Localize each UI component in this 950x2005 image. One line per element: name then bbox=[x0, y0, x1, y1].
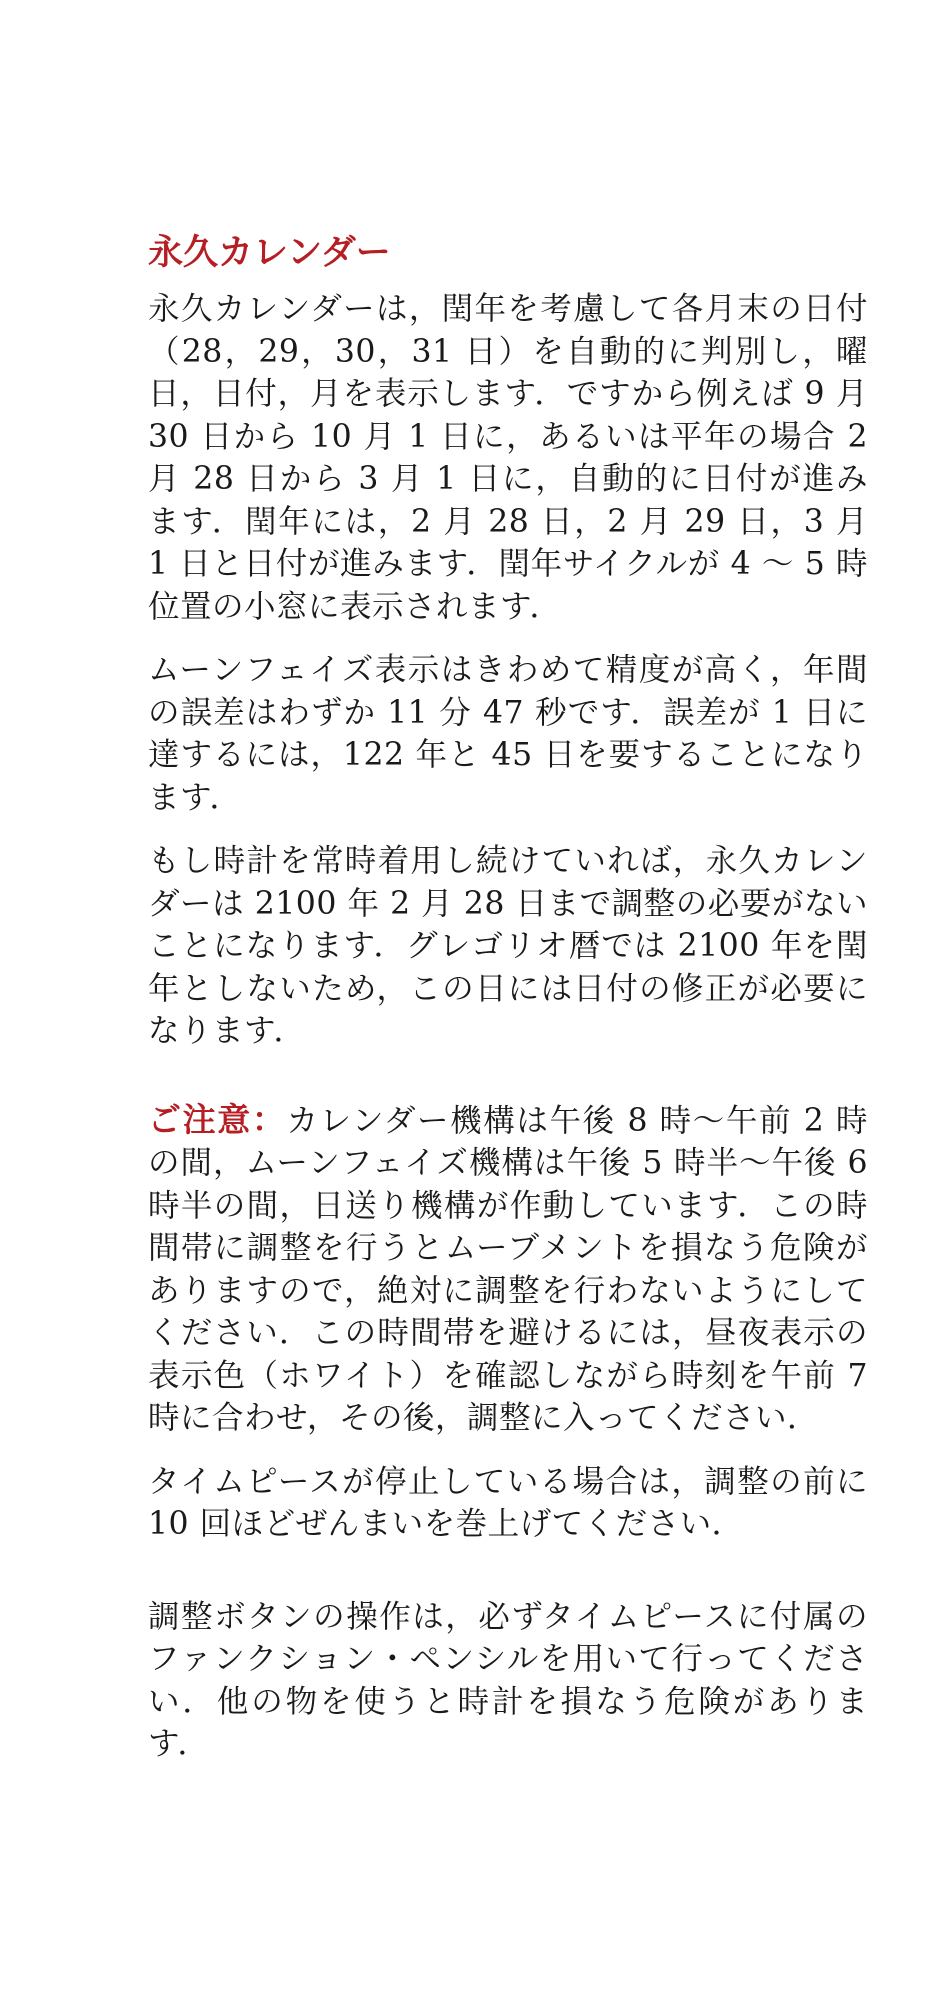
spacer bbox=[148, 1440, 868, 1461]
document-page bbox=[148, 232, 868, 1766]
section-title: 永久カレンダー bbox=[148, 233, 391, 273]
paragraph-caution bbox=[148, 1099, 868, 1440]
paragraph-function-pencil: 調整ボタンの操作は，必ずタイムピースに付属のファンクション・ペンシルを用いて行ってください．他の物を使うと時計を損なう危険があります． bbox=[148, 1598, 868, 1762]
caution-text: カレンダー機構は午後 8 時〜午前 2 時の間，ムーンフェイズ機構は午後 5 時半〜午後 6 時半の間，日送り機構が作動しています．この時間帯に調整を行うとムーブメントを損なう危険がありますので，絶対に調整を行わないようにしてください．この時間帯を避けるには，昼夜表示の表示色（ホワイト）を確認しながら時刻を午前 7 時に合わせ，その後，調整に入ってください． bbox=[148, 1102, 868, 1436]
paragraph-gregorian: もし時計を常時着用し続けていれば，永久カレンダーは 2100 年 2 月 28 日まで調整の必要がないことになります．グレゴリオ暦では 2100 年を閏年としないため，この日には日付の修正が必要になります． bbox=[148, 843, 868, 1049]
paragraph-winding: タイムピースが停止している場合は，調整の前に 10 回ほどぜんまいを巻上げてください． bbox=[148, 1463, 868, 1542]
spacer bbox=[148, 819, 868, 840]
spacer bbox=[148, 628, 868, 649]
paragraph-calendar: 永久カレンダーは，閏年を考慮して各月末の日付（28，29，30，31 日）を自動的に判別し，曜日，日付，月を表示します．ですから例えば 9 月 30 日から 10 月 1 日に，あるいは平年の場合 2 月 28 日から 3 月 1 日に，自動的に日付が進みます．閏年には，2 月 28 日，2 月 29 日，3 月 1 日と日付が進みます．閏年サイクルが 4 〜 5 時位置の小窓に表示されます． bbox=[148, 291, 868, 625]
spacer bbox=[148, 1546, 868, 1596]
caution-label: ご注意： bbox=[148, 1099, 287, 1139]
paragraph-moonphase: ムーンフェイズ表示はきわめて精度が高く，年間の誤差はわずか 11 分 47 秒です．誤差が 1 日に達するには，122 年と 45 日を要することになります． bbox=[148, 652, 868, 816]
spacer bbox=[148, 1053, 868, 1099]
